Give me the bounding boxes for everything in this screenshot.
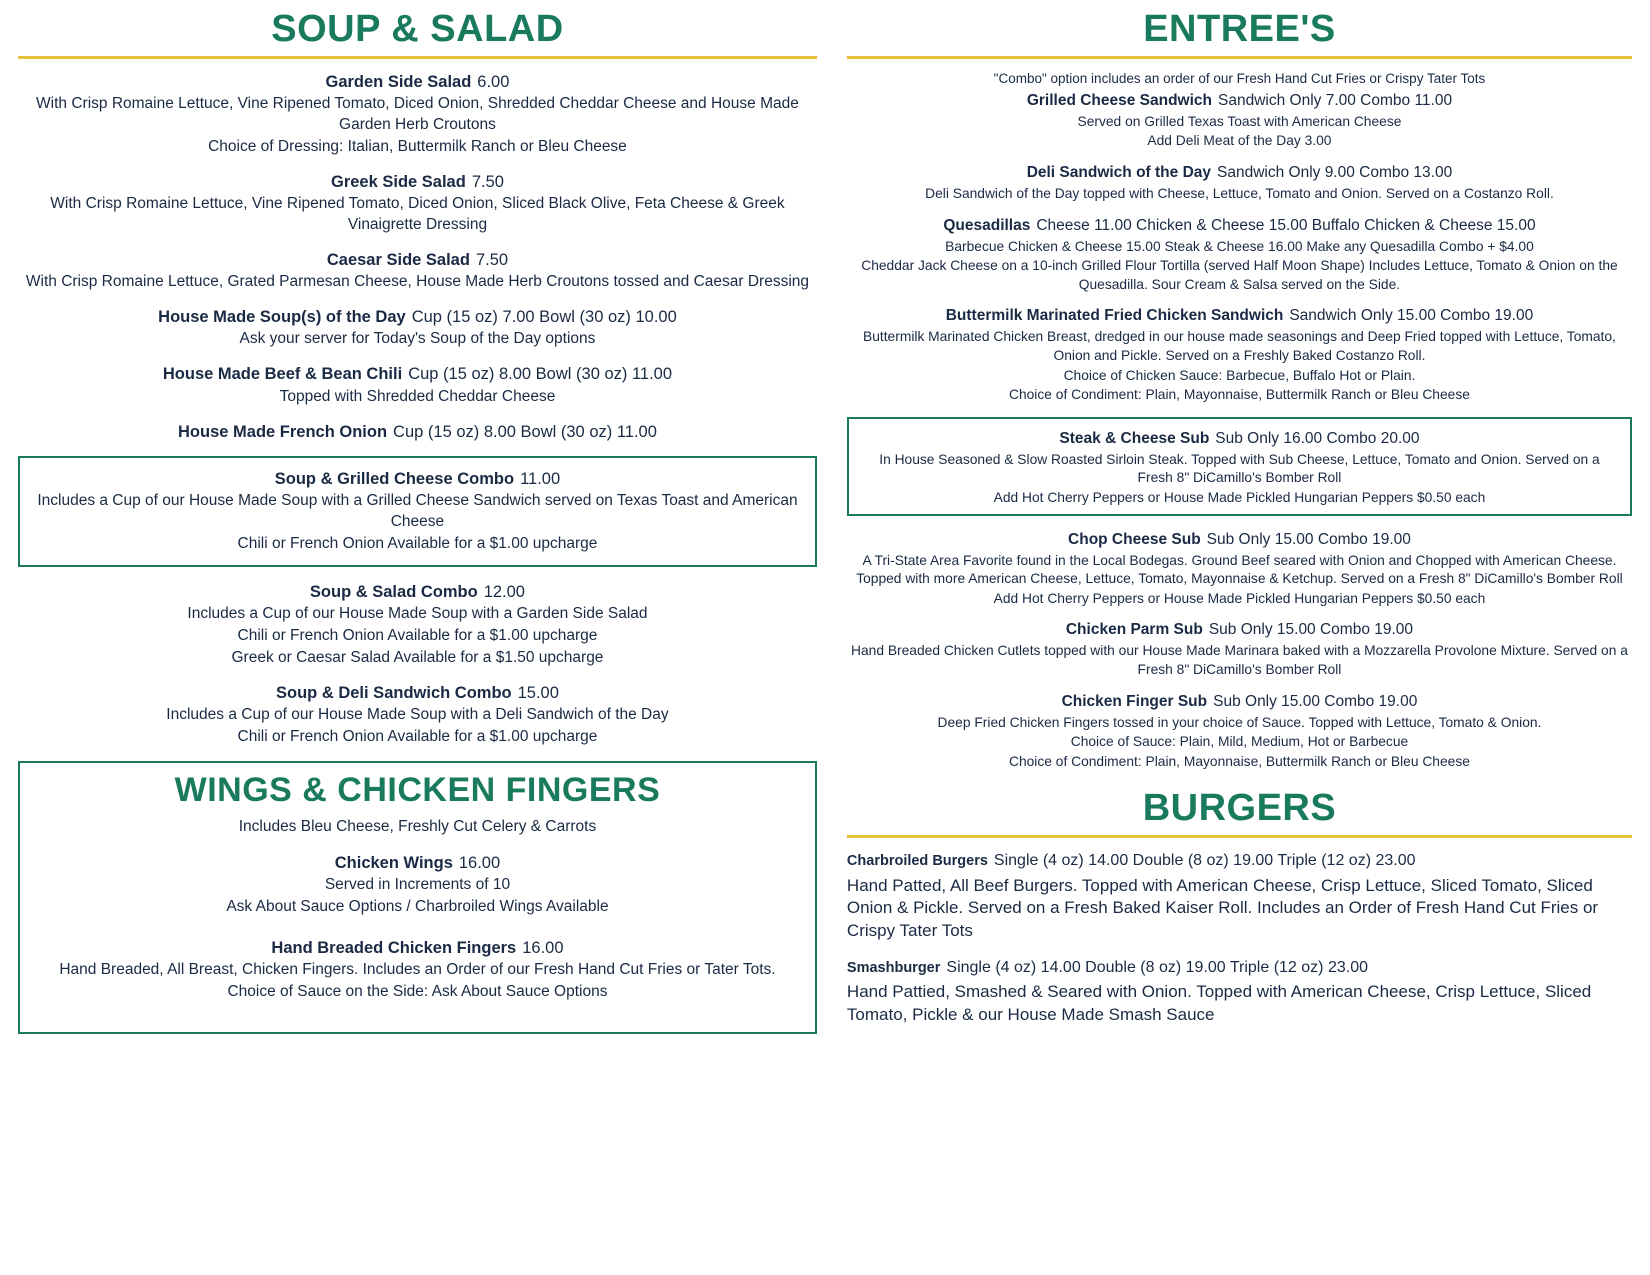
item-price: 15.00 <box>517 683 559 702</box>
item-description: Deep Fried Chicken Fingers tossed in your choice of Sauce. Topped with Lettuce, Tomato & Onion. <box>937 714 1542 730</box>
item-name: Grilled Cheese Sandwich <box>1026 91 1213 109</box>
section-title-wings: WINGS & CHICKEN FINGERS <box>174 771 661 810</box>
item-description: In House Seasoned & Slow Roasted Sirloin Steak. Topped with Sub Cheese, Lettuce, Tomato and Onion. Served on a Fresh 8" DiCamillo's Bomber Roll <box>879 451 1600 486</box>
item-name: House Made Soup(s) of the Day <box>158 308 406 327</box>
item-headline <box>861 429 1618 450</box>
entrees-combo-note: "Combo" option includes an order of our Fresh Hand Cut Fries or Crispy Tater Tots <box>993 70 1486 86</box>
menu-item <box>847 306 1632 404</box>
item-headline <box>847 530 1632 551</box>
item-name: Quesadillas <box>943 216 1031 234</box>
item-price: 12.00 <box>483 582 525 601</box>
item-price: 6.00 <box>477 72 510 91</box>
menu-item <box>847 692 1632 772</box>
item-description-2: Choice of Chicken Sauce: Barbecue, Buffalo Hot or Plain. <box>1063 367 1416 383</box>
menu-item <box>847 530 1632 609</box>
item-name: Smashburger <box>846 959 941 976</box>
wings-subtitle: Includes Bleu Cheese, Freshly Cut Celery & Carrots <box>238 817 597 835</box>
item-description-2: Chili or French Onion Available for a $1.00 upcharge <box>237 728 598 746</box>
item-price: Sandwich Only 7.00 Combo 11.00 <box>1218 91 1453 109</box>
menu-item <box>32 468 803 555</box>
item-price: Sub Only 16.00 Combo 20.00 <box>1215 429 1420 447</box>
menu-item <box>847 216 1632 295</box>
item-price: Sandwich Only 15.00 Combo 19.00 <box>1289 307 1534 325</box>
item-description: With Crisp Romaine Lettuce, Grated Parmesan Cheese, House Made Herb Croutons tossed and Caesar Dressing <box>25 273 810 291</box>
item-headline <box>18 682 817 704</box>
highlight-box-soup-grilled-cheese <box>18 456 817 567</box>
item-headline <box>34 852 801 874</box>
item-headline <box>847 620 1632 641</box>
item-description-2: Choice of Sauce on the Side: Ask About Sauce Options <box>227 982 608 1000</box>
divider-soup-salad <box>18 56 817 59</box>
item-description-2: Choice of Sauce: Plain, Mild, Medium, Hot or Barbecue <box>1070 734 1409 750</box>
item-description: Includes a Cup of our House Made Soup with a Garden Side Salad <box>187 605 648 623</box>
menu-item <box>18 171 817 236</box>
item-description: Served on Grilled Texas Toast with American Cheese <box>1077 113 1402 129</box>
item-price: 11.00 <box>520 469 561 488</box>
menu-item <box>18 682 817 748</box>
item-name: Soup & Salad Combo <box>309 582 478 601</box>
item-price: Sub Only 15.00 Combo 19.00 <box>1206 530 1411 548</box>
item-description: With Crisp Romaine Lettuce, Vine Ripened Tomato, Diced Onion, Sliced Black Olive, Feta Cheese & Greek Vinaigrette Dressing <box>50 195 785 234</box>
menu-item <box>847 163 1632 204</box>
divider-entrees <box>847 56 1632 59</box>
item-description: Deli Sandwich of the Day topped with Cheese, Lettuce, Tomato and Onion. Served on a Costanzo Roll. <box>925 185 1554 201</box>
item-headline <box>34 937 801 959</box>
item-headline <box>847 957 1632 979</box>
divider-burgers <box>847 835 1632 838</box>
item-name: Steak & Cheese Sub <box>1059 429 1210 447</box>
menu-item <box>847 620 1632 679</box>
item-name: House Made French Onion <box>178 422 388 441</box>
item-headline <box>18 363 817 385</box>
item-description-2: Choice of Dressing: Italian, Buttermilk Ranch or Bleu Cheese <box>208 138 627 155</box>
item-description-2: Chili or French Onion Available for a $1.00 upcharge <box>237 627 598 645</box>
item-headline <box>18 249 817 271</box>
item-description-2: Cheddar Jack Cheese on a 10-inch Grilled Flour Tortilla (served Half Moon Shape) Includes Lettuce, Tomato & Onion on the Quesadilla. Sour Cream & Salsa served on the Side. <box>861 258 1618 292</box>
item-price: 16.00 <box>522 938 564 957</box>
item-description-2: Add Hot Cherry Peppers or House Made Pickled Hungarian Peppers $0.50 each <box>993 590 1486 606</box>
menu-item <box>18 249 817 293</box>
item-name: Chicken Wings <box>334 853 453 872</box>
item-description: Includes a Cup of our House Made Soup with a Deli Sandwich of the Day <box>166 706 669 724</box>
item-price: 7.50 <box>475 251 509 270</box>
item-description-2: Add Deli Meat of the Day 3.00 <box>1147 133 1332 149</box>
item-description: Hand Breaded Chicken Cutlets topped with our House Made Marinara baked with a Mozzarella Provolone Mixture. Served on a Fresh 8" DiCamillo's Bomber Roll <box>851 643 1628 677</box>
item-name: Charbroiled Burgers <box>846 853 988 870</box>
item-headline <box>847 850 1632 872</box>
left-column <box>18 10 829 1275</box>
item-headline <box>847 692 1632 713</box>
item-price: Cup (15 oz) 8.00 Bowl (30 oz) 11.00 <box>408 365 673 384</box>
item-description-2: Add Hot Cherry Peppers or House Made Pickled Hungarian Peppers $0.50 each <box>993 490 1486 505</box>
menu-item <box>847 957 1632 1027</box>
item-description-3: Greek or Caesar Salad Available for a $1.50 upcharge <box>231 649 604 666</box>
menu-item <box>861 429 1618 508</box>
right-column <box>829 10 1632 1275</box>
item-name: Deli Sandwich of the Day <box>1026 164 1211 182</box>
item-name: Buttermilk Marinated Fried Chicken Sandwich <box>945 307 1284 325</box>
menu-item <box>18 71 817 158</box>
item-name: Soup & Grilled Cheese Combo <box>274 469 515 488</box>
item-headline <box>18 421 817 443</box>
item-description: Barbecue Chicken & Cheese 15.00 Steak & Cheese 16.00 Make any Quesadilla Combo + $4.00 <box>945 238 1534 254</box>
menu-item <box>18 306 817 350</box>
section-wings-chicken-fingers <box>18 761 817 1034</box>
item-description: Hand Pattied, Smashed & Seared with Onion. Topped with American Cheese, Crisp Lettuce, Sliced Tomato, Pickle & our House Made Smash Sauce <box>846 981 1592 1024</box>
item-price: Single (4 oz) 14.00 Double (8 oz) 19.00 Triple (12 oz) 23.00 <box>993 852 1416 870</box>
item-name: Garden Side Salad <box>325 72 472 91</box>
item-description: Hand Breaded, All Breast, Chicken Fingers. Includes an Order of our Fresh Hand Cut Fries or Tater Tots. <box>59 961 776 979</box>
menu-item <box>847 91 1632 151</box>
item-price: Sub Only 15.00 Combo 19.00 <box>1213 692 1418 710</box>
item-description: Includes a Cup of our House Made Soup with a Grilled Cheese Sandwich served on Texas Toast and American Cheese <box>37 492 798 531</box>
item-description: Buttermilk Marinated Chicken Breast, dredged in our house made seasonings and Deep Fried topped with Lettuce, Tomato, Onion and Pickle. Served on a Freshly Baked Costanzo Roll. <box>863 329 1616 363</box>
item-description: Topped with Shredded Cheddar Cheese <box>279 387 556 405</box>
item-headline <box>32 468 803 490</box>
item-headline <box>18 306 817 328</box>
item-description-2: Ask About Sauce Options / Charbroiled Wings Available <box>226 897 609 915</box>
item-headline <box>847 216 1632 237</box>
menu-item <box>34 852 801 918</box>
item-price: Cup (15 oz) 7.00 Bowl (30 oz) 10.00 <box>411 308 677 327</box>
menu-item <box>847 850 1632 942</box>
item-headline <box>18 71 817 93</box>
menu-item <box>18 363 817 407</box>
item-description: Hand Patted, All Beef Burgers. Topped with American Cheese, Crisp Lettuce, Sliced Tomato, Sliced Onion & Pickle. Served on a Fresh Baked Kaiser Roll. Includes an Order of Fresh Hand Cut Fries or Crispy Tater Tots <box>846 875 1599 940</box>
item-price: 16.00 <box>458 853 501 872</box>
item-description: A Tri-State Area Favorite found in the Local Bodegas. Ground Beef seared with Onion and Chopped with American Cheese. Topped with more American Cheese, Lettuce, Tomato, Mayonnaise & Ketchup. Served on a Fresh 8" DiCamillo's Bomber Roll <box>856 552 1623 587</box>
section-title-entrees: ENTREE'S <box>1143 8 1336 50</box>
item-price: Sub Only 15.00 Combo 19.00 <box>1208 621 1414 639</box>
item-headline <box>847 163 1632 184</box>
item-name: Greek Side Salad <box>330 172 466 191</box>
item-name: Soup & Deli Sandwich Combo <box>276 683 512 702</box>
item-price: Cup (15 oz) 8.00 Bowl (30 oz) 11.00 <box>393 422 657 441</box>
item-name: Chicken Finger Sub <box>1061 692 1208 710</box>
menu-item <box>34 937 801 1003</box>
item-description-3: Choice of Condiment: Plain, Mayonnaise, Buttermilk Ranch or Bleu Cheese <box>1009 753 1470 769</box>
section-title-soup-salad: SOUP & SALAD <box>271 8 564 50</box>
item-headline <box>18 171 817 193</box>
item-headline <box>847 306 1632 327</box>
item-description-3: Choice of Condiment: Plain, Mayonnaise, Buttermilk Ranch or Bleu Cheese <box>1009 387 1470 403</box>
menu-item <box>18 581 817 669</box>
item-description: Ask your server for Today's Soup of the Day options <box>239 330 596 348</box>
item-description: Served in Increments of 10 <box>324 875 511 893</box>
item-headline <box>18 581 817 603</box>
item-description-2: Chili or French Onion Available for a $1.00 upcharge <box>237 534 598 552</box>
section-title-burgers: BURGERS <box>1142 787 1337 830</box>
item-name: House Made Beef & Bean Chili <box>162 365 403 384</box>
item-name: Chop Cheese Sub <box>1068 530 1201 548</box>
item-price: Sandwich Only 9.00 Combo 13.00 <box>1217 164 1453 182</box>
menu-item <box>18 421 817 443</box>
item-price: 7.50 <box>471 172 504 191</box>
item-headline <box>847 91 1632 112</box>
item-price: Cheese 11.00 Chicken & Cheese 15.00 Buffalo Chicken & Cheese 15.00 <box>1036 216 1536 234</box>
item-name: Hand Breaded Chicken Fingers <box>271 938 517 957</box>
item-name: Caesar Side Salad <box>326 251 470 270</box>
highlight-box-steak-cheese-sub <box>847 417 1632 516</box>
item-price: Single (4 oz) 14.00 Double (8 oz) 19.00 Triple (12 oz) 23.00 <box>946 958 1368 976</box>
item-name: Chicken Parm Sub <box>1065 621 1203 639</box>
item-description: With Crisp Romaine Lettuce, Vine Ripened Tomato, Diced Onion, Shredded Cheddar Cheese and House Made Garden Herb Croutons <box>36 95 799 134</box>
